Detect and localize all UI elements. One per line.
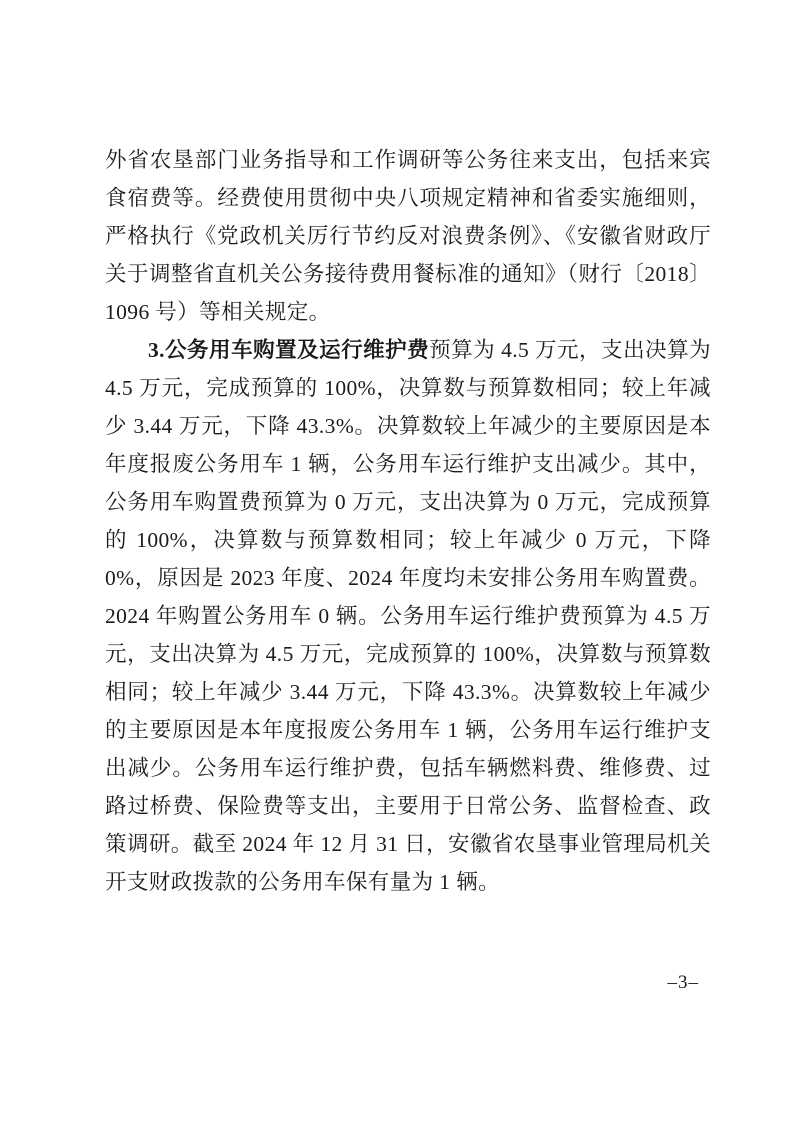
- paragraph: [105, 331, 711, 901]
- bold-text-run: 3.公务用车购置及运行维护费: [148, 338, 430, 362]
- paragraph: [105, 141, 711, 331]
- document-body: [105, 141, 711, 901]
- text-run: 外省农垦部门业务指导和工作调研等公务往来支出，包括来宾食宿费等。经费使用贯彻中央八项规定精神和省委实施细则，严格执行《党政机关厉行节约反对浪费条例》、《安徽省财政厅关于调整省直机关公务接待费用餐标准的通知》（财行〔2018〕1096 号）等相关规定。: [105, 148, 711, 324]
- page-number: –3–: [667, 972, 699, 993]
- text-run: 预算为 4.5 万元，支出决算为 4.5 万元，完成预算的 100%，决算数与预算数相同；较上年减少 3.44 万元，下降 43.3%。决算数较上年减少的主要原因是本年度报废公务用车 1 辆，公务用车运行维护支出减少。其中，公务用车购置费预算为 0 万元，支出决算为 0 万元，完成预算的 100%，决算数与预算数相同；较上年减少 0 万元，下降 0%，原因是 2023 年度、2024 年度均未安排公务用车购置费。2024 年购置公务用车 0 辆。公务用车运行维护费预算为 4.5 万元，支出决算为 4.5 万元，完成预算的 100%，决算数与预算数相同；较上年减少 3.44 万元，下降 43.3%。决算数较上年减少的主要原因是本年度报废公务用车 1 辆，公务用车运行维护支出减少。公务用车运行维护费，包括车辆燃料费、维修费、过路过桥费、保险费等支出，主要用于日常公务、监督检查、政策调研。截至 2024 年 12 月 31 日，安徽省农垦事业管理局机关开支财政拨款的公务用车保有量为 1 辆。: [105, 338, 711, 894]
